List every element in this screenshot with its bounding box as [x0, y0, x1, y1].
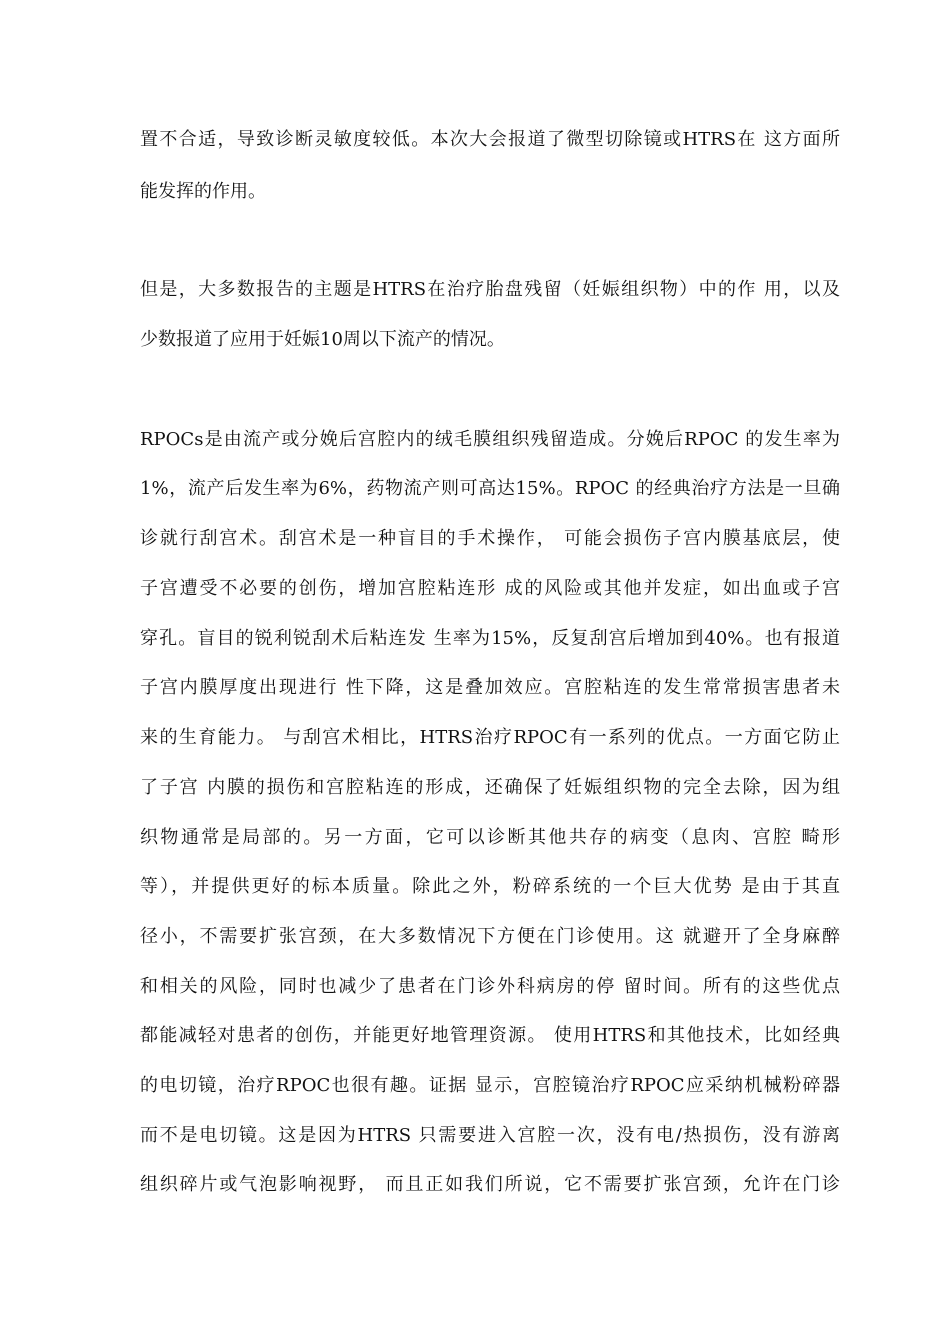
paragraph-3-line-11: 径小，不需要扩张宫颈，在大多数情况下方便在门诊使用。这 就避开了全身麻醉 — [140, 926, 840, 947]
paragraph-3-line-1: RPOCs是由流产或分娩后宫腔内的绒毛膜组织残留造成。分娩后RPOC 的发生率为 — [140, 429, 840, 450]
paragraph-3-line-10: 等），并提供更好的标本质量。除此之外，粉碎系统的一个巨大优势 是由于其直 — [140, 876, 840, 897]
paragraph-3-line-12: 和相关的风险，同时也减少了患者在门诊外科病房的停 留时间。所有的这些优点 — [140, 976, 840, 997]
paragraph-2-line-2: 少数报道了应用于妊娠10周以下流产的情况。 — [140, 329, 505, 350]
paragraph-3-line-16: 组织碎片或气泡影响视野， 而且正如我们所说，它不需要扩张宫颈，允许在门诊 — [140, 1174, 840, 1195]
paragraph-3-line-4: 子宫遭受不必要的创伤，增加宫腔粘连形 成的风险或其他并发症，如出血或子宫 — [140, 578, 840, 599]
paragraph-3-line-5: 穿孔。盲目的锐利锐刮术后粘连发 生率为15%，反复刮宫后增加到40%。也有报道 — [140, 628, 840, 649]
paragraph-3-line-13: 都能减轻对患者的创伤，并能更好地管理资源。 使用HTRS和其他技术，比如经典 — [140, 1025, 840, 1046]
paragraph-2-line-1: 但是，大多数报告的主题是HTRS在治疗胎盘残留（妊娠组织物）中的作 用，以及 — [140, 279, 840, 300]
paragraph-3-line-14: 的电切镜，治疗RPOC也很有趣。证据 显示，宫腔镜治疗RPOC应采纳机械粉碎器 — [140, 1075, 840, 1096]
paragraph-3-line-15: 而不是电切镜。这是因为HTRS 只需要进入宫腔一次，没有电/热损伤，没有游离 — [140, 1125, 840, 1146]
paragraph-3-line-6: 子宫内膜厚度出现进行 性下降，这是叠加效应。宫腔粘连的发生常常损害患者未 — [140, 677, 840, 698]
paragraph-3-line-2: 1%，流产后发生率为6%，药物流产则可高达15%。RPOC 的经典治疗方法是一旦确 — [140, 478, 840, 499]
paragraph-3-line-7: 来的生育能力。 与刮宫术相比，HTRS治疗RPOC有一系列的优点。一方面它防止 — [140, 727, 840, 748]
paragraph-1-line-2: 能发挥的作用。 — [140, 181, 266, 202]
paragraph-3-line-8: 了子宫 内膜的损伤和宫腔粘连的形成，还确保了妊娠组织物的完全去除，因为组 — [140, 777, 840, 798]
paragraph-3-line-3: 诊就行刮宫术。刮宫术是一种盲目的手术操作， 可能会损伤子宫内膜基底层，使 — [140, 528, 840, 549]
paragraph-3-line-9: 织物通常是局部的。另一方面，它可以诊断其他共存的病变（息肉、宫腔 畸形 — [140, 827, 840, 848]
paragraph-1-line-1: 置不合适，导致诊断灵敏度较低。本次大会报道了微型切除镜或HTRS在 这方面所 — [140, 129, 840, 150]
